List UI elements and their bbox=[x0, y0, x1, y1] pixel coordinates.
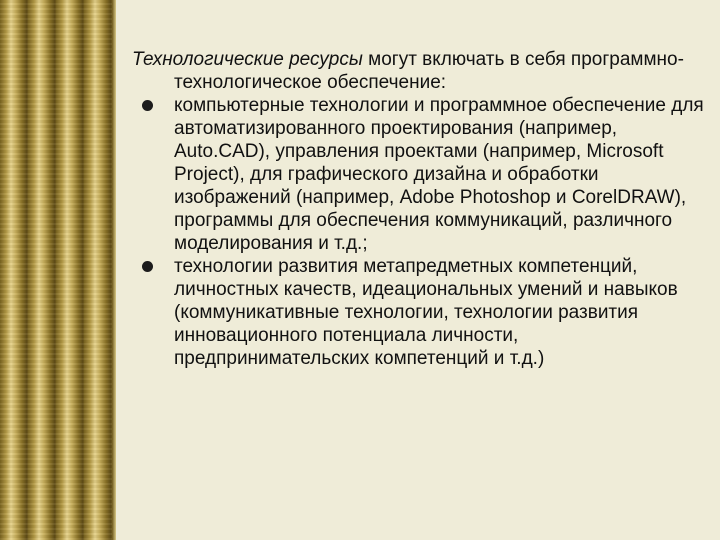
bullet-list bbox=[132, 94, 706, 370]
bullet-dot-icon bbox=[142, 261, 153, 272]
intro-paragraph bbox=[132, 48, 706, 94]
list-item bbox=[132, 255, 706, 370]
list-item bbox=[132, 94, 706, 255]
band-edge-divider bbox=[112, 0, 116, 540]
bullet-dot-icon bbox=[142, 100, 153, 111]
bullet-text: технологии развития метапредметных компетенций, личностных качеств, идеациональных умений и навыков (коммуникативные технологии, технологии развития инновационного потенциала личности, предпринимательских компетенций и т.д.) bbox=[174, 256, 678, 369]
intro-term: Технологические ресурсы bbox=[132, 49, 363, 70]
bullet-text: компьютерные технологии и программное обеспечение для автоматизированного проектирования (например, Auto.CAD), управления проектами (например, Microsoft Project), для графического дизайна и обработки изображений (например, Adobe Photoshop и CorelDRAW), программы для обеспечения коммуникаций, различного моделирования и т.д.; bbox=[174, 95, 704, 254]
decorative-gold-band bbox=[0, 0, 112, 540]
slide-content bbox=[132, 48, 706, 370]
intro-text: могут включать в себя программно-технологическое обеспечение: bbox=[174, 49, 684, 93]
